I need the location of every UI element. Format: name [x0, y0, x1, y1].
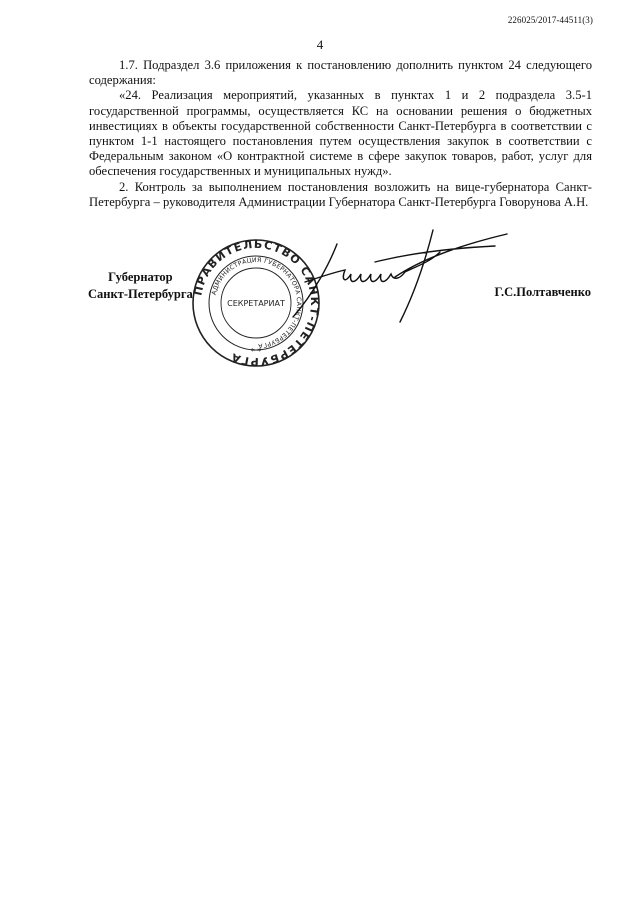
- signer-title-line-1: Губернатор: [108, 270, 173, 284]
- document-body: [89, 58, 592, 210]
- document-id: 226025/2017-44511(3): [507, 15, 593, 25]
- signer-name: Г.С.Полтавченко: [494, 285, 591, 299]
- paragraph-2: 2. Контроль за выполнением постановления возложить на вице-губернатора Санкт-Петербурга – руководителя Администрации Губернатора Санкт-Петербурга Говорунова А.Н.: [89, 179, 592, 209]
- signer-title: [88, 269, 193, 302]
- signer-title-line-2: Санкт-Петербурга: [88, 286, 193, 301]
- stamp-center-text: СЕКРЕТАРИАТ: [227, 299, 285, 308]
- stamp-star-icon: * *: [250, 347, 262, 356]
- page-number: 4: [316, 37, 324, 52]
- paragraph-item-24: «24. Реализация мероприятий, указанных в пунктах 1 и 2 подраздела 3.5-1 государственной программы, осуществляется КС на основании решения о бюджетных инвестициях в объекты государственной собственности Санкт-Петербурга в соответствии с пунктом 1-1 настоящего постановления путем осуществления закупок в соответствии с Федеральным законом «О контрактной системе в сфере закупок товаров, работ, услуг для обеспечения государственных и муниципальных нужд».: [89, 88, 592, 179]
- paragraph-1-7: 1.7. Подраздел 3.6 приложения к постановлению дополнить пунктом 24 следующего содержания:: [89, 58, 592, 88]
- signature-icon: [275, 222, 510, 332]
- stamp-outer-text: ПРАВИТЕЛЬСТВО САНКТ-ПЕТЕРБУРГА: [191, 238, 321, 368]
- stamp-inner-text: АДМИНИСТРАЦИЯ ГУБЕРНАТОРА САНКТ-ПЕТЕРБУРГА: [210, 256, 303, 349]
